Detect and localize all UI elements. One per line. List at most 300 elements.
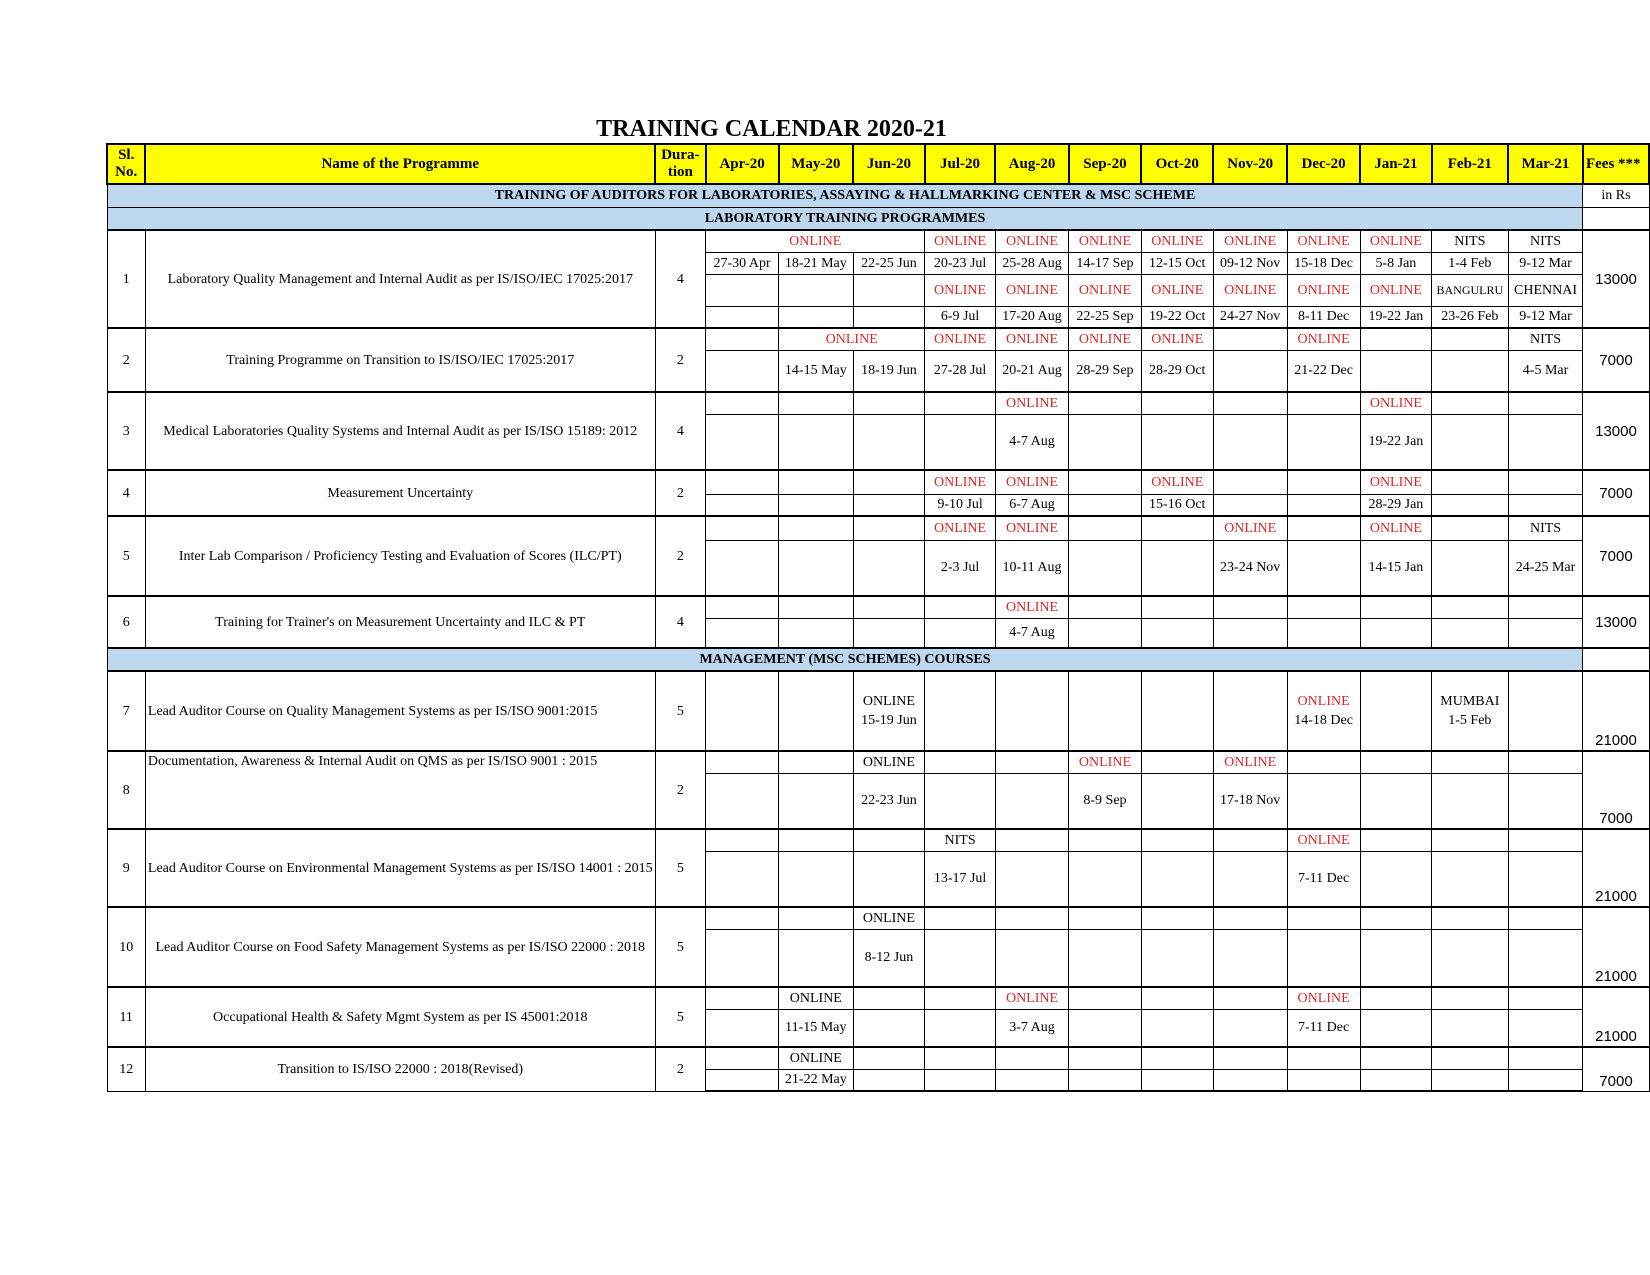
empty-cell (925, 414, 995, 470)
empty-cell (1508, 851, 1583, 907)
empty-cell (1360, 773, 1431, 829)
empty-cell (706, 907, 779, 929)
empty-cell (1141, 1009, 1213, 1047)
schedule-cell: 14-15 May (779, 350, 853, 392)
table-row (107, 516, 1649, 540)
schedule-cell: 8-11 Dec (1287, 306, 1360, 328)
empty-cell (1508, 773, 1583, 829)
schedule-cell: 25-28 Aug (995, 252, 1068, 274)
programme-name: Laboratory Quality Management and Internal Audit as per IS/ISO/IEC 17025:2017 (145, 230, 655, 328)
schedule-cell: NITS (1508, 230, 1583, 252)
empty-cell (1287, 1069, 1360, 1091)
empty-cell (706, 929, 779, 987)
sl-no: 7 (107, 671, 145, 751)
empty-cell (925, 773, 995, 829)
empty-cell (1508, 987, 1583, 1009)
empty-cell (925, 596, 995, 618)
header-name: Name of the Programme (145, 144, 655, 184)
empty-cell (1069, 494, 1141, 516)
empty-cell (1508, 907, 1583, 929)
schedule-cell: ONLINE (995, 392, 1068, 414)
empty-cell (1141, 596, 1213, 618)
empty-cell (925, 907, 995, 929)
empty-cell (1213, 470, 1287, 494)
empty-cell (853, 987, 925, 1009)
empty-cell (1432, 596, 1508, 618)
duration: 2 (655, 516, 705, 596)
empty-cell (1069, 1047, 1141, 1069)
fee: 7000 (1583, 516, 1649, 596)
schedule-cell: ONLINE (925, 274, 995, 306)
empty-cell (1069, 414, 1141, 470)
empty-cell (1360, 851, 1431, 907)
band-row (107, 207, 1649, 230)
programme-name: Training Programme on Transition to IS/ISO/IEC 17025:2017 (145, 328, 655, 392)
empty-cell (706, 596, 779, 618)
empty-cell (1213, 350, 1287, 392)
empty-cell (925, 987, 995, 1009)
schedule-cell: 15-16 Oct (1141, 494, 1213, 516)
empty-cell (1287, 470, 1360, 494)
empty-cell (706, 1009, 779, 1047)
duration: 2 (655, 751, 705, 829)
empty-cell (1213, 414, 1287, 470)
empty-cell (995, 1047, 1068, 1069)
sl-no: 2 (107, 328, 145, 392)
empty-cell (1360, 596, 1431, 618)
header-month: Jul-20 (925, 144, 995, 184)
fee: 21000 (1583, 829, 1649, 907)
fee: 21000 (1583, 907, 1649, 987)
schedule-cell: ONLINE (995, 516, 1068, 540)
empty-cell (1069, 540, 1141, 596)
empty-cell (779, 671, 853, 751)
empty-cell (1213, 851, 1287, 907)
schedule-cell: ONLINE (1141, 230, 1213, 252)
fee: 13000 (1583, 596, 1649, 648)
schedule-cell: 19-22 Oct (1141, 306, 1213, 328)
schedule-cell: ONLINE (995, 596, 1068, 618)
header-month: Mar-21 (1508, 144, 1583, 184)
empty-cell (706, 516, 779, 540)
empty-cell (1508, 392, 1583, 414)
header-month: Oct-20 (1141, 144, 1213, 184)
empty-cell (995, 1069, 1068, 1091)
empty-cell (1360, 829, 1431, 851)
schedule-cell: 09-12 Nov (1213, 252, 1287, 274)
empty-cell (706, 350, 779, 392)
empty-cell (853, 470, 925, 494)
empty-cell (1141, 1047, 1213, 1069)
empty-cell (1287, 392, 1360, 414)
schedule-cell: ONLINE (1360, 230, 1431, 252)
schedule-cell: 22-23 Jun (853, 773, 925, 829)
empty-cell (1360, 618, 1431, 648)
sl-no: 11 (107, 987, 145, 1047)
schedule-cell: 9-12 Mar (1508, 306, 1583, 328)
empty-cell (853, 829, 925, 851)
empty-cell (1432, 328, 1508, 350)
fee: 7000 (1583, 1047, 1649, 1091)
empty-cell (1069, 596, 1141, 618)
table-row (107, 596, 1649, 618)
header-month: Jan-21 (1360, 144, 1431, 184)
schedule-cell: 11-15 May (779, 1009, 853, 1047)
schedule-cell: ONLINE (1069, 274, 1141, 306)
empty-cell (1508, 671, 1583, 751)
empty-cell (706, 494, 779, 516)
empty-cell (706, 306, 779, 328)
empty-cell (706, 773, 779, 829)
schedule-cell: 19-22 Jan (1360, 414, 1431, 470)
empty-cell (706, 392, 779, 414)
empty-cell (706, 414, 779, 470)
empty-cell (1360, 1009, 1431, 1047)
empty-cell (1432, 414, 1508, 470)
empty-cell (1141, 618, 1213, 648)
empty-cell (779, 907, 853, 929)
schedule-cell: ONLINE (995, 328, 1068, 350)
band-row (107, 184, 1649, 207)
schedule-cell: ONLINE (995, 274, 1068, 306)
schedule-cell: ONLINE (925, 230, 995, 252)
schedule-cell: ONLINE (1360, 392, 1431, 414)
empty-cell (1360, 929, 1431, 987)
empty-cell (1069, 1009, 1141, 1047)
schedule-cell: 21-22 May (779, 1069, 853, 1091)
schedule-cell (853, 671, 925, 751)
empty-cell (779, 773, 853, 829)
schedule-cell: 27-28 Jul (925, 350, 995, 392)
empty-cell (1213, 907, 1287, 929)
empty-cell (706, 274, 779, 306)
table-row (107, 907, 1649, 929)
schedule-cell: ONLINE (925, 470, 995, 494)
empty-cell (1508, 470, 1583, 494)
empty-cell (853, 596, 925, 618)
schedule-cell: ONLINE (1360, 470, 1431, 494)
empty-cell (779, 851, 853, 907)
empty-cell (1508, 494, 1583, 516)
empty-cell (706, 470, 779, 494)
empty-cell (706, 618, 779, 648)
empty-cell (1287, 516, 1360, 540)
schedule-cell: 23-24 Nov (1213, 540, 1287, 596)
duration: 4 (655, 596, 705, 648)
empty-cell (706, 751, 779, 773)
schedule-cell: ONLINE (995, 987, 1068, 1009)
empty-cell (1432, 392, 1508, 414)
blank-cell (1583, 648, 1649, 671)
schedule-cell: NITS (925, 829, 995, 851)
programme-name: Measurement Uncertainty (145, 470, 655, 516)
empty-cell (1360, 751, 1431, 773)
empty-cell (1432, 540, 1508, 596)
empty-cell (706, 540, 779, 596)
empty-cell (1141, 851, 1213, 907)
empty-cell (995, 671, 1068, 751)
schedule-cell: 5-8 Jan (1360, 252, 1431, 274)
empty-cell (1213, 392, 1287, 414)
schedule-cell: 28-29 Sep (1069, 350, 1141, 392)
schedule-cell: 2-3 Jul (925, 540, 995, 596)
empty-cell (1069, 987, 1141, 1009)
sl-no: 9 (107, 829, 145, 907)
table-row (107, 671, 1649, 751)
empty-cell (853, 306, 925, 328)
header-sl: Sl. No. (107, 144, 145, 184)
table-row (107, 1047, 1649, 1069)
empty-cell (1432, 494, 1508, 516)
schedule-cell: ONLINE (779, 328, 925, 350)
sl-no: 10 (107, 907, 145, 987)
empty-cell (853, 851, 925, 907)
band-lab: LABORATORY TRAINING PROGRAMMES (107, 207, 1583, 230)
empty-cell (1141, 671, 1213, 751)
schedule-cell: CHENNAI (1508, 274, 1583, 306)
empty-cell (925, 1009, 995, 1047)
empty-cell (1069, 1069, 1141, 1091)
schedule-mode: ONLINE (862, 694, 915, 709)
schedule-cell: NITS (1508, 516, 1583, 540)
schedule-cell: ONLINE (853, 907, 925, 929)
programme-name: Lead Auditor Course on Food Safety Management Systems as per IS/ISO 22000 : 2018 (145, 907, 655, 987)
empty-cell (1360, 987, 1431, 1009)
schedule-cell: 27-30 Apr (706, 252, 779, 274)
header-duration: Dura-tion (655, 144, 705, 184)
sl-no: 1 (107, 230, 145, 328)
schedule-cell (1432, 671, 1508, 751)
schedule-cell: 15-18 Dec (1287, 252, 1360, 274)
empty-cell (1069, 829, 1141, 851)
empty-cell (779, 929, 853, 987)
empty-cell (1213, 1069, 1287, 1091)
schedule-cell: ONLINE (995, 470, 1068, 494)
empty-cell (853, 392, 925, 414)
empty-cell (1141, 516, 1213, 540)
empty-cell (853, 618, 925, 648)
schedule-cell: 10-11 Aug (995, 540, 1068, 596)
duration: 2 (655, 1047, 705, 1091)
schedule-cell: 4-7 Aug (995, 618, 1068, 648)
empty-cell (1432, 751, 1508, 773)
schedule-cell: ONLINE (1287, 328, 1360, 350)
empty-cell (1508, 751, 1583, 773)
fee: 21000 (1583, 987, 1649, 1047)
schedule-cell: 9-12 Mar (1508, 252, 1583, 274)
empty-cell (1141, 987, 1213, 1009)
empty-cell (1069, 618, 1141, 648)
schedule-cell: ONLINE (1287, 274, 1360, 306)
empty-cell (1360, 1047, 1431, 1069)
header-month: Sep-20 (1069, 144, 1141, 184)
schedule-cell: ONLINE (706, 230, 925, 252)
header-month: Nov-20 (1213, 144, 1287, 184)
schedule-cell: ONLINE (1141, 274, 1213, 306)
empty-cell (1508, 1069, 1583, 1091)
empty-cell (1069, 516, 1141, 540)
empty-cell (1432, 1069, 1508, 1091)
empty-cell (1141, 1069, 1213, 1091)
programme-name: Lead Auditor Course on Quality Management Systems as per IS/ISO 9001:2015 (145, 671, 655, 751)
schedule-cell: 21-22 Dec (1287, 350, 1360, 392)
empty-cell (1360, 328, 1431, 350)
schedule-cell: 7-11 Dec (1287, 851, 1360, 907)
duration: 2 (655, 470, 705, 516)
empty-cell (995, 773, 1068, 829)
sl-no: 5 (107, 516, 145, 596)
empty-cell (1213, 596, 1287, 618)
empty-cell (1069, 851, 1141, 907)
schedule-cell: NITS (1432, 230, 1508, 252)
schedule-cell: 3-7 Aug (995, 1009, 1068, 1047)
schedule-cell: ONLINE (925, 328, 995, 350)
programme-name: Transition to IS/ISO 22000 : 2018(Revised) (145, 1047, 655, 1091)
empty-cell (1432, 773, 1508, 829)
header-month: May-20 (779, 144, 853, 184)
header-month: Dec-20 (1287, 144, 1360, 184)
empty-cell (853, 516, 925, 540)
schedule-mode: MUMBAI (1440, 694, 1500, 709)
schedule-cell: 22-25 Sep (1069, 306, 1141, 328)
empty-cell (1213, 1047, 1287, 1069)
empty-cell (853, 494, 925, 516)
header-month: Jun-20 (853, 144, 925, 184)
sl-no: 12 (107, 1047, 145, 1091)
programme-name: Inter Lab Comparison / Proficiency Testing and Evaluation of Scores (ILC/PT) (145, 516, 655, 596)
empty-cell (1141, 751, 1213, 773)
schedule-cell: ONLINE (1287, 987, 1360, 1009)
schedule-cell: 23-26 Feb (1432, 306, 1508, 328)
schedule-cell: 24-25 Mar (1508, 540, 1583, 596)
schedule-cell: ONLINE (1213, 751, 1287, 773)
schedule-cell: 7-11 Dec (1287, 1009, 1360, 1047)
empty-cell (1508, 596, 1583, 618)
empty-cell (1508, 414, 1583, 470)
duration: 5 (655, 671, 705, 751)
empty-cell (1287, 596, 1360, 618)
empty-cell (1432, 470, 1508, 494)
fee: 13000 (1583, 230, 1649, 328)
page-title: TRAINING CALENDAR 2020-21 (596, 116, 947, 142)
empty-cell (1069, 929, 1141, 987)
empty-cell (853, 1047, 925, 1069)
schedule-cell: ONLINE (1287, 829, 1360, 851)
empty-cell (853, 540, 925, 596)
schedule-cell: 17-18 Nov (1213, 773, 1287, 829)
empty-cell (1432, 929, 1508, 987)
empty-cell (706, 829, 779, 851)
schedule-cell: ONLINE (925, 516, 995, 540)
duration: 4 (655, 230, 705, 328)
empty-cell (1360, 1069, 1431, 1091)
band-row (107, 648, 1649, 671)
table-row (107, 751, 1649, 773)
blank-cell (1583, 207, 1649, 230)
empty-cell (1287, 1047, 1360, 1069)
empty-cell (1141, 540, 1213, 596)
empty-cell (779, 540, 853, 596)
table-row (107, 230, 1649, 252)
empty-cell (1432, 907, 1508, 929)
duration: 5 (655, 987, 705, 1047)
schedule-cell: BANGULRU (1432, 274, 1508, 306)
empty-cell (706, 1047, 779, 1069)
schedule-cell: ONLINE (1069, 230, 1141, 252)
fee: 21000 (1583, 671, 1649, 751)
sl-no: 3 (107, 392, 145, 470)
schedule-cell: 24-27 Nov (1213, 306, 1287, 328)
schedule-cell: 18-21 May (779, 252, 853, 274)
sl-no: 4 (107, 470, 145, 516)
duration: 2 (655, 328, 705, 392)
schedule-dates: 14-18 Dec (1294, 713, 1353, 728)
schedule-cell: ONLINE (1213, 230, 1287, 252)
programme-name: Occupational Health & Safety Mgmt System as per IS 45001:2018 (145, 987, 655, 1047)
header-month: Apr-20 (706, 144, 779, 184)
schedule-mode: ONLINE (1297, 694, 1350, 709)
empty-cell (706, 987, 779, 1009)
schedule-cell: ONLINE (1213, 516, 1287, 540)
header-month: Feb-21 (1432, 144, 1508, 184)
empty-cell (1213, 987, 1287, 1009)
schedule-cell: 28-29 Oct (1141, 350, 1213, 392)
programme-name: Training for Trainer's on Measurement Uncertainty and ILC & PT (145, 596, 655, 648)
empty-cell (995, 851, 1068, 907)
empty-cell (995, 829, 1068, 851)
empty-cell (1141, 929, 1213, 987)
empty-cell (1287, 618, 1360, 648)
band-auditors: TRAINING OF AUDITORS FOR LABORATORIES, ASSAYING & HALLMARKING CENTER & MSC SCHEME (107, 184, 1583, 207)
empty-cell (1432, 516, 1508, 540)
schedule-cell: ONLINE (1069, 328, 1141, 350)
table-row (107, 328, 1649, 350)
empty-cell (1432, 350, 1508, 392)
empty-cell (1508, 1009, 1583, 1047)
table-row (107, 392, 1649, 414)
table-row (107, 829, 1649, 851)
schedule-cell: ONLINE (1287, 230, 1360, 252)
empty-cell (1213, 494, 1287, 516)
header-fees: Fees *** (1583, 144, 1649, 184)
empty-cell (1213, 829, 1287, 851)
schedule-dates: 1-5 Feb (1448, 713, 1492, 728)
empty-cell (706, 1069, 779, 1091)
empty-cell (925, 392, 995, 414)
header-row (107, 144, 1649, 184)
empty-cell (853, 1069, 925, 1091)
empty-cell (1508, 618, 1583, 648)
empty-cell (1287, 414, 1360, 470)
schedule-cell: 6-7 Aug (995, 494, 1068, 516)
empty-cell (1287, 751, 1360, 773)
empty-cell (1069, 470, 1141, 494)
empty-cell (925, 751, 995, 773)
empty-cell (925, 1047, 995, 1069)
schedule-cell: 14-17 Sep (1069, 252, 1141, 274)
programme-name: Medical Laboratories Quality Systems and Internal Audit as per IS/ISO 15189: 2012 (145, 392, 655, 470)
schedule-dates: 15-19 Jun (861, 713, 917, 728)
empty-cell (1508, 829, 1583, 851)
empty-cell (779, 618, 853, 648)
sl-no: 6 (107, 596, 145, 648)
schedule-cell: 19-22 Jan (1360, 306, 1431, 328)
schedule-cell: 12-15 Oct (1141, 252, 1213, 274)
empty-cell (1287, 773, 1360, 829)
schedule-cell: ONLINE (779, 1047, 853, 1069)
fee: 7000 (1583, 328, 1649, 392)
schedule-cell: 22-25 Jun (853, 252, 925, 274)
